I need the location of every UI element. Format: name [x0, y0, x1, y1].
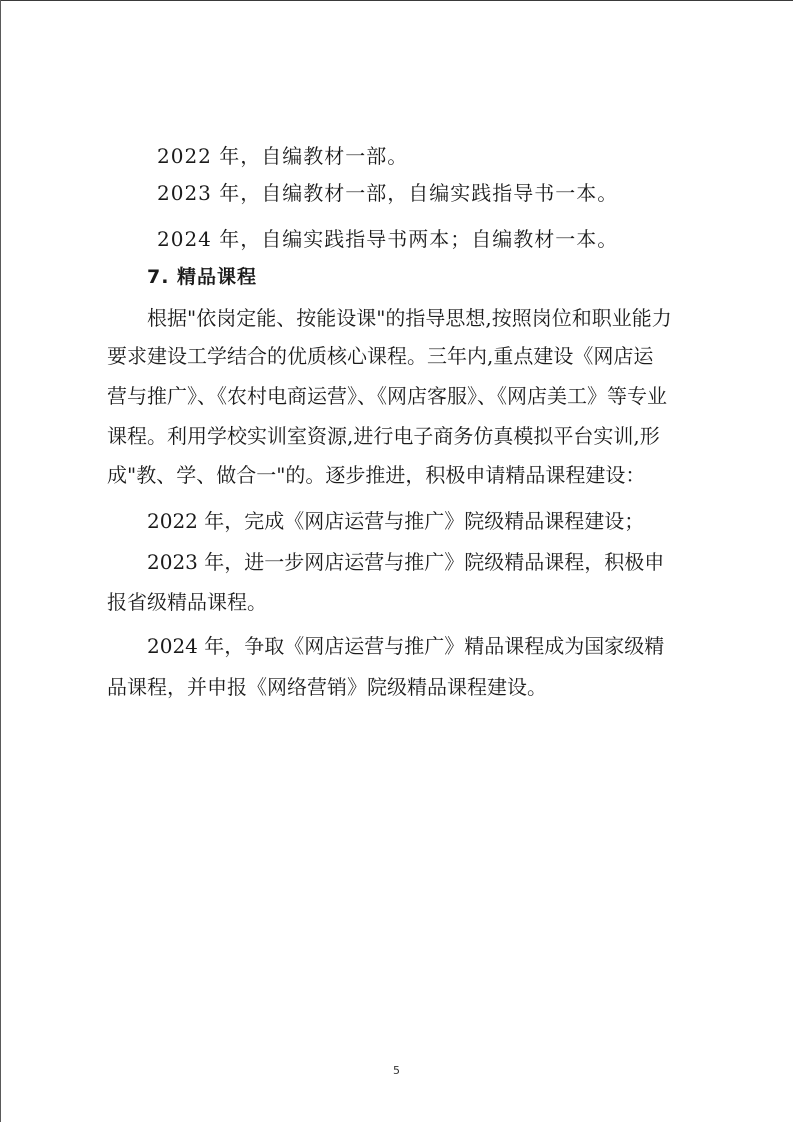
textbook-line-2023: 2023 年，自编教材一部，自编实践指导书一本。 — [157, 181, 619, 205]
paragraph-line: 成"教、学、做合一"的。逐步推进，积极申请精品课程建设： — [107, 463, 646, 487]
scan-edge-top — [0, 0, 793, 1]
paragraph-line: 课程。利用学校实训室资源,进行电子商务仿真模拟平台实训,形 — [107, 424, 660, 448]
section-heading: 7. 精品课程 — [147, 266, 258, 288]
textbook-line-2024: 2024 年，自编实践指导书两本；自编教材一本。 — [157, 227, 619, 251]
scan-edge-left — [0, 0, 1, 1122]
plan-line-2024-cont: 品课程，并申报《网络营销》院级精品课程建设。 — [107, 675, 547, 699]
plan-line-2023: 2023 年，进一步网店运营与推广》院级精品课程，积极申 — [147, 550, 665, 574]
plan-line-2023-cont: 报省级精品课程。 — [107, 590, 267, 614]
plan-line-2024: 2024 年，争取《网店运营与推广》精品课程成为国家级精 — [147, 634, 665, 658]
paragraph-line: 根据"依岗定能、按能设课"的指导思想,按照岗位和职业能力 — [147, 306, 672, 330]
page-number: 5 — [393, 1064, 400, 1077]
paragraph-line: 营与推广》、《农村电商运营》、《网店客服》、《网店美工》等专业 — [107, 384, 667, 408]
textbook-line-2022: 2022 年，自编教材一部。 — [157, 144, 409, 168]
paragraph-line: 要求建设工学结合的优质核心课程。三年内,重点建设《网店运 — [107, 344, 654, 368]
plan-line-2022: 2022 年，完成《网店运营与推广》院级精品课程建设； — [147, 509, 645, 533]
